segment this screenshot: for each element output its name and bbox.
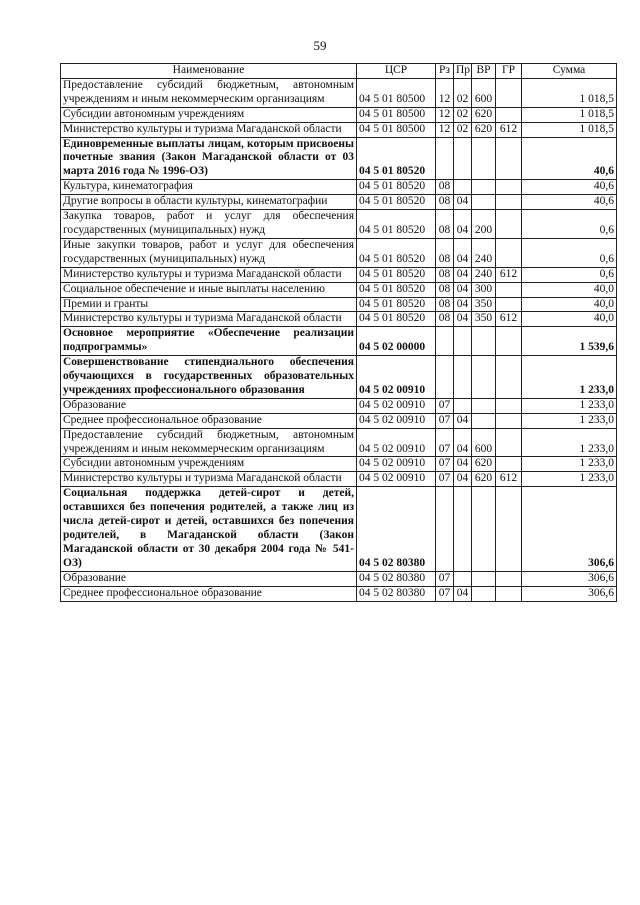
cell-rz: 08 <box>436 210 454 239</box>
table-row <box>61 122 617 137</box>
table-header-row <box>61 64 617 79</box>
cell-gr <box>496 180 522 195</box>
cell-pr: 04 <box>454 282 472 297</box>
cell-gr <box>496 137 522 180</box>
cell-rz: 07 <box>436 586 454 601</box>
cell-gr <box>496 398 522 413</box>
cell-gr: 612 <box>496 472 522 487</box>
cell-sum: 1 233,0 <box>522 457 617 472</box>
cell-name: Основное мероприятие «Обеспечение реализации подпрограммы» <box>61 327 357 356</box>
cell-pr: 04 <box>454 195 472 210</box>
table-row <box>61 472 617 487</box>
cell-gr <box>496 210 522 239</box>
cell-sum: 1 233,0 <box>522 472 617 487</box>
cell-gr: 612 <box>496 312 522 327</box>
cell-sum: 306,6 <box>522 487 617 571</box>
table-row <box>61 78 617 107</box>
cell-pr <box>454 137 472 180</box>
cell-gr <box>496 238 522 267</box>
header-vr: ВР <box>472 64 496 79</box>
cell-rz <box>436 137 454 180</box>
cell-pr <box>454 398 472 413</box>
cell-gr <box>496 195 522 210</box>
cell-vr <box>472 180 496 195</box>
cell-pr: 04 <box>454 238 472 267</box>
cell-rz: 08 <box>436 180 454 195</box>
cell-csr: 04 5 02 80380 <box>357 571 436 586</box>
table-row <box>61 267 617 282</box>
cell-csr: 04 5 02 00910 <box>357 457 436 472</box>
cell-rz: 08 <box>436 297 454 312</box>
cell-sum: 1 018,5 <box>522 122 617 137</box>
cell-rz: 07 <box>436 457 454 472</box>
cell-vr: 600 <box>472 78 496 107</box>
cell-sum: 1 539,6 <box>522 327 617 356</box>
cell-pr: 04 <box>454 586 472 601</box>
cell-vr: 620 <box>472 457 496 472</box>
cell-name: Совершенствование стипендиального обеспечения обучающихся в государственных образовательных учреждениях профессионального образования <box>61 356 357 399</box>
table-row <box>61 356 617 399</box>
cell-name: Субсидии автономным учреждениям <box>61 107 357 122</box>
cell-gr <box>496 356 522 399</box>
cell-sum: 1 233,0 <box>522 398 617 413</box>
table-row <box>61 571 617 586</box>
cell-csr: 04 5 02 00910 <box>357 356 436 399</box>
cell-pr: 04 <box>454 312 472 327</box>
cell-pr <box>454 356 472 399</box>
cell-name: Предоставление субсидий бюджетным, автономным учреждениям и иным некоммерческим организациям <box>61 428 357 457</box>
cell-sum: 1 233,0 <box>522 356 617 399</box>
header-name: Наименование <box>61 64 357 79</box>
cell-vr: 350 <box>472 312 496 327</box>
table-row <box>61 238 617 267</box>
cell-rz: 07 <box>436 398 454 413</box>
cell-name: Премии и гранты <box>61 297 357 312</box>
cell-gr <box>496 413 522 428</box>
cell-csr: 04 5 01 80520 <box>357 297 436 312</box>
cell-rz: 12 <box>436 78 454 107</box>
header-sum: Сумма <box>522 64 617 79</box>
cell-vr <box>472 327 496 356</box>
table-row <box>61 457 617 472</box>
cell-pr: 02 <box>454 122 472 137</box>
cell-name: Другие вопросы в области культуры, кинематографии <box>61 195 357 210</box>
table-row <box>61 586 617 601</box>
cell-gr <box>496 282 522 297</box>
cell-sum: 306,6 <box>522 586 617 601</box>
table-row <box>61 282 617 297</box>
cell-csr: 04 5 01 80500 <box>357 107 436 122</box>
cell-sum: 40,6 <box>522 137 617 180</box>
cell-rz: 07 <box>436 413 454 428</box>
cell-sum: 0,6 <box>522 210 617 239</box>
budget-table <box>60 63 617 602</box>
cell-csr: 04 5 02 00000 <box>357 327 436 356</box>
cell-name: Культура, кинематография <box>61 180 357 195</box>
cell-csr: 04 5 01 80520 <box>357 195 436 210</box>
cell-csr: 04 5 01 80500 <box>357 78 436 107</box>
cell-vr: 240 <box>472 267 496 282</box>
cell-gr <box>496 457 522 472</box>
cell-csr: 04 5 02 80380 <box>357 487 436 571</box>
cell-gr <box>496 586 522 601</box>
cell-pr: 02 <box>454 78 472 107</box>
cell-csr: 04 5 01 80520 <box>357 180 436 195</box>
cell-rz: 12 <box>436 122 454 137</box>
cell-pr <box>454 327 472 356</box>
cell-vr: 200 <box>472 210 496 239</box>
cell-rz <box>436 356 454 399</box>
table-row <box>61 297 617 312</box>
cell-vr: 350 <box>472 297 496 312</box>
cell-vr: 300 <box>472 282 496 297</box>
cell-name: Закупка товаров, работ и услуг для обеспечения государственных (муниципальных) нужд <box>61 210 357 239</box>
cell-pr: 04 <box>454 267 472 282</box>
cell-rz <box>436 487 454 571</box>
cell-csr: 04 5 02 00910 <box>357 398 436 413</box>
table-row <box>61 312 617 327</box>
cell-name: Образование <box>61 398 357 413</box>
cell-sum: 1 233,0 <box>522 413 617 428</box>
cell-name: Министерство культуры и туризма Магаданской области <box>61 472 357 487</box>
cell-name: Предоставление субсидий бюджетным, автономным учреждениям и иным некоммерческим организациям <box>61 78 357 107</box>
cell-sum: 0,6 <box>522 238 617 267</box>
header-gr: ГР <box>496 64 522 79</box>
table-row <box>61 195 617 210</box>
cell-gr: 612 <box>496 122 522 137</box>
header-pr: Пр <box>454 64 472 79</box>
cell-gr: 612 <box>496 267 522 282</box>
table-row <box>61 327 617 356</box>
cell-vr <box>472 487 496 571</box>
cell-sum: 40,0 <box>522 282 617 297</box>
cell-rz: 07 <box>436 428 454 457</box>
cell-rz: 07 <box>436 472 454 487</box>
cell-rz: 12 <box>436 107 454 122</box>
cell-csr: 04 5 02 00910 <box>357 413 436 428</box>
cell-gr <box>496 428 522 457</box>
header-rz: Рз <box>436 64 454 79</box>
cell-name: Министерство культуры и туризма Магаданской области <box>61 122 357 137</box>
cell-pr: 04 <box>454 297 472 312</box>
cell-name: Субсидии автономным учреждениям <box>61 457 357 472</box>
cell-sum: 306,6 <box>522 571 617 586</box>
cell-csr: 04 5 01 80520 <box>357 312 436 327</box>
cell-pr: 04 <box>454 472 472 487</box>
cell-sum: 1 018,5 <box>522 78 617 107</box>
cell-name: Иные закупки товаров, работ и услуг для обеспечения государственных (муниципальных) нужд <box>61 238 357 267</box>
cell-sum: 1 018,5 <box>522 107 617 122</box>
cell-csr: 04 5 01 80520 <box>357 238 436 267</box>
cell-csr: 04 5 01 80520 <box>357 267 436 282</box>
cell-gr <box>496 487 522 571</box>
cell-csr: 04 5 01 80500 <box>357 122 436 137</box>
cell-rz: 08 <box>436 267 454 282</box>
cell-csr: 04 5 02 00910 <box>357 472 436 487</box>
cell-vr: 620 <box>472 107 496 122</box>
cell-vr <box>472 356 496 399</box>
page-number: 59 <box>313 38 327 53</box>
cell-name: Среднее профессиональное образование <box>61 413 357 428</box>
cell-gr <box>496 78 522 107</box>
cell-vr: 240 <box>472 238 496 267</box>
cell-rz: 08 <box>436 312 454 327</box>
cell-sum: 40,0 <box>522 312 617 327</box>
cell-name: Единовременные выплаты лицам, которым присвоены почетные звания (Закон Магаданской области от 03 марта 2016 года № 1996-ОЗ) <box>61 137 357 180</box>
cell-sum: 0,6 <box>522 267 617 282</box>
cell-vr <box>472 413 496 428</box>
cell-pr: 04 <box>454 457 472 472</box>
table-row <box>61 180 617 195</box>
cell-rz: 08 <box>436 195 454 210</box>
cell-sum: 40,6 <box>522 195 617 210</box>
cell-csr: 04 5 01 80520 <box>357 210 436 239</box>
cell-gr <box>496 107 522 122</box>
cell-gr <box>496 571 522 586</box>
cell-pr <box>454 571 472 586</box>
cell-name: Среднее профессиональное образование <box>61 586 357 601</box>
table-row <box>61 210 617 239</box>
cell-vr: 620 <box>472 122 496 137</box>
cell-csr: 04 5 02 80380 <box>357 586 436 601</box>
table-row <box>61 487 617 571</box>
table-row <box>61 398 617 413</box>
cell-rz: 08 <box>436 238 454 267</box>
cell-vr <box>472 586 496 601</box>
cell-vr <box>472 137 496 180</box>
cell-pr <box>454 487 472 571</box>
cell-name: Министерство культуры и туризма Магаданской области <box>61 267 357 282</box>
cell-csr: 04 5 01 80520 <box>357 282 436 297</box>
cell-rz <box>436 327 454 356</box>
cell-name: Образование <box>61 571 357 586</box>
cell-name: Министерство культуры и туризма Магаданской области <box>61 312 357 327</box>
table-row <box>61 107 617 122</box>
cell-vr <box>472 195 496 210</box>
cell-pr: 02 <box>454 107 472 122</box>
cell-pr: 04 <box>454 210 472 239</box>
header-csr: ЦСР <box>357 64 436 79</box>
cell-sum: 40,0 <box>522 297 617 312</box>
cell-csr: 04 5 02 00910 <box>357 428 436 457</box>
table-row <box>61 413 617 428</box>
cell-rz: 08 <box>436 282 454 297</box>
cell-sum: 40,6 <box>522 180 617 195</box>
cell-csr: 04 5 01 80520 <box>357 137 436 180</box>
cell-name: Социальное обеспечение и иные выплаты населению <box>61 282 357 297</box>
cell-vr <box>472 398 496 413</box>
cell-gr <box>496 297 522 312</box>
cell-name: Социальная поддержка детей-сирот и детей, оставшихся без попечения родителей, а также лиц из числа детей-сирот и детей, оставшихся без попечения родителей, в Магаданской области (Закон Магаданской области от 30 декабря 2004 года № 541-ОЗ) <box>61 487 357 571</box>
cell-pr: 04 <box>454 428 472 457</box>
cell-sum: 1 233,0 <box>522 428 617 457</box>
cell-rz: 07 <box>436 571 454 586</box>
cell-vr: 620 <box>472 472 496 487</box>
cell-pr: 04 <box>454 413 472 428</box>
table-row <box>61 137 617 180</box>
cell-pr <box>454 180 472 195</box>
cell-vr <box>472 571 496 586</box>
cell-gr <box>496 327 522 356</box>
cell-vr: 600 <box>472 428 496 457</box>
table-row <box>61 428 617 457</box>
